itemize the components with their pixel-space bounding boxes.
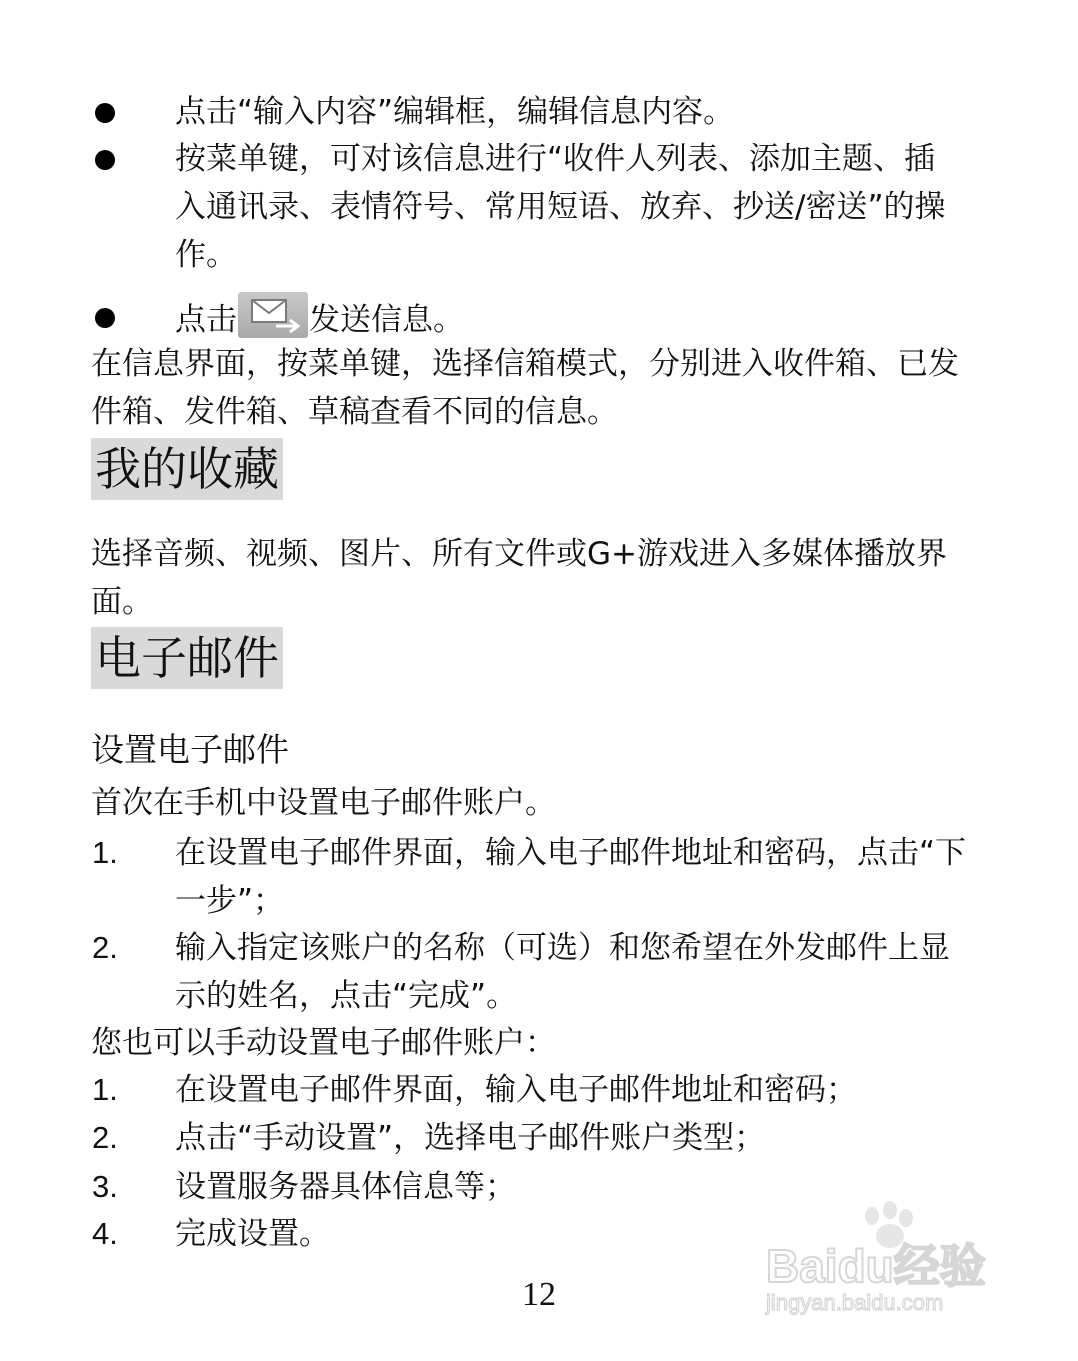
step-number: 2.	[92, 930, 118, 965]
bullet-text-cont: 入通讯录、表情符号、常用短语、放弃、抄送/密送”的操	[175, 189, 946, 225]
step-number: 2.	[92, 1120, 118, 1155]
bullet-text: 点击“输入内容”编辑框，编辑信息内容。	[175, 94, 735, 130]
step-number: 1.	[92, 835, 118, 870]
bullet-dot	[95, 308, 115, 328]
subheading: 设置电子邮件	[91, 730, 289, 769]
envelope-send-icon	[238, 292, 308, 338]
step-text: 在设置电子邮件界面，输入电子邮件地址和密码；	[175, 1072, 857, 1108]
watermark-brand: Baidu经验	[766, 1240, 986, 1292]
step-text: 完成设置。	[175, 1216, 330, 1252]
step-text: 设置服务器具体信息等；	[175, 1169, 516, 1205]
paragraph: 选择音频、视频、图片、所有文件或G+游戏进入多媒体播放界	[91, 536, 947, 572]
bullet-text: 按菜单键，可对该信息进行“收件人列表、添加主题、插	[175, 141, 936, 177]
section-heading-favorites: 我的收藏	[91, 438, 283, 500]
bullet-dot	[95, 103, 115, 123]
bullet-text-pre: 点击	[175, 302, 237, 338]
bullet-dot	[95, 150, 115, 170]
watermark-url: jingyan.baidu.com	[766, 1290, 944, 1315]
paragraph: 首次在手机中设置电子邮件账户。	[91, 785, 556, 821]
paragraph: 在信息界面，按菜单键，选择信箱模式，分别进入收件箱、已发	[91, 346, 959, 382]
step-text-cont: 一步”；	[175, 883, 285, 919]
section-heading-email: 电子邮件	[91, 627, 283, 689]
paragraph: 您也可以手动设置电子邮件账户：	[91, 1025, 556, 1061]
baidu-jingyan-watermark	[762, 1200, 1014, 1325]
step-text: 点击“手动设置”，选择电子邮件账户类型；	[175, 1120, 766, 1156]
step-number: 1.	[92, 1072, 118, 1107]
step-text-cont: 示的姓名，点击“完成”。	[175, 978, 518, 1014]
step-text: 输入指定该账户的名称（可选）和您希望在外发邮件上显	[175, 930, 950, 966]
step-text: 在设置电子邮件界面，输入电子邮件地址和密码，点击“下	[175, 835, 967, 871]
page-number: 12	[522, 1276, 556, 1313]
paragraph-cont: 件箱、发件箱、草稿查看不同的信息。	[91, 394, 618, 430]
step-number: 3.	[92, 1169, 118, 1204]
paragraph-cont: 面。	[91, 584, 153, 620]
bullet-text	[175, 292, 464, 344]
step-number: 4.	[92, 1216, 118, 1251]
bullet-text-post: 发送信息。	[309, 302, 464, 338]
bullet-text-cont: 作。	[175, 237, 237, 273]
